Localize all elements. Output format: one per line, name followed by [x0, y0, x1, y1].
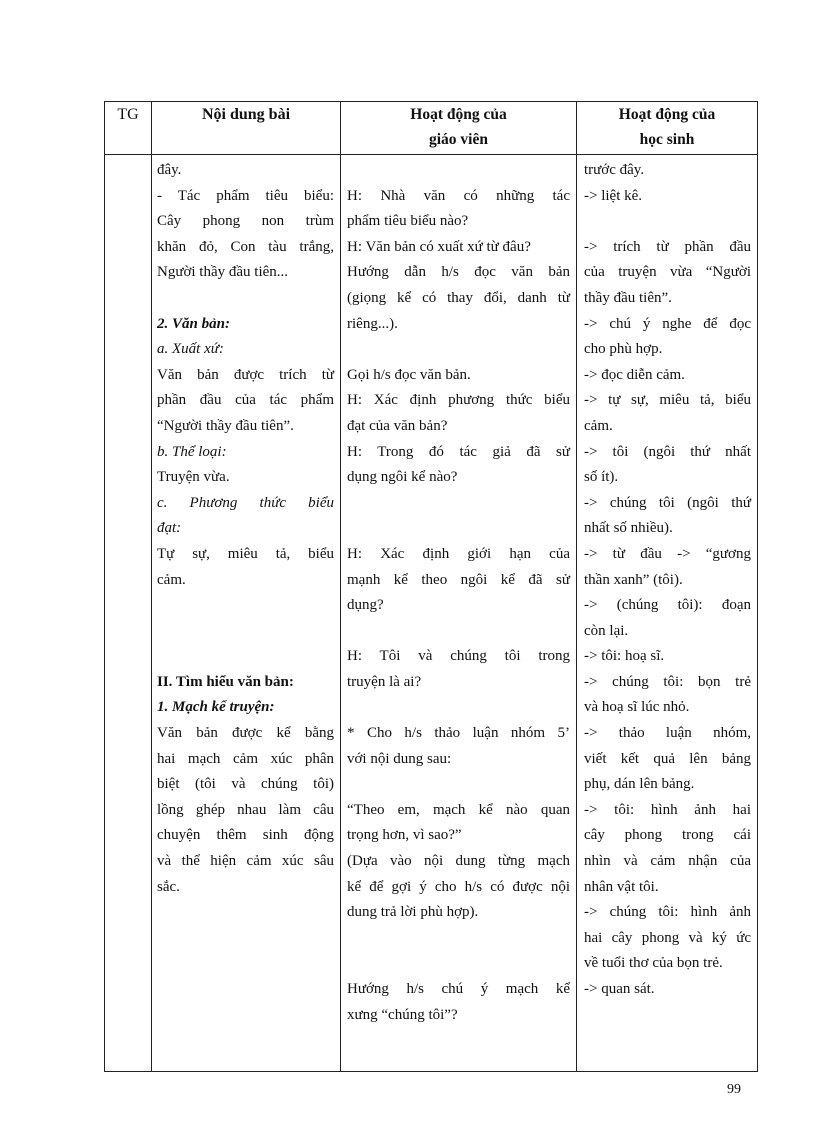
student-line: nhất số nhiều). — [584, 520, 673, 537]
student-activity-cell — [577, 155, 758, 1072]
teacher-line: dung trả lời phù hợp). — [347, 904, 479, 921]
content-line: lồng ghép nhau làm câu — [157, 801, 334, 818]
student-line: -> (chúng tôi): đoạn — [584, 597, 751, 614]
student-line: -> thảo luận nhóm, — [584, 725, 751, 742]
teacher-line — [341, 695, 576, 721]
student-line: -> liệt kê. — [584, 187, 643, 204]
student-line: còn lại. — [584, 622, 629, 639]
header-content: Nội dung bài — [152, 102, 341, 155]
student-line: viết kết quả lên bảng — [584, 750, 751, 767]
page-number: 99 — [727, 1082, 741, 1097]
student-line: -> tôi (ngôi thứ nhất — [584, 443, 751, 460]
content-line: Người thầy đầu tiên... — [157, 264, 289, 281]
student-line: -> quan sát. — [584, 981, 655, 997]
student-line: -> tôi: hình ảnh hai — [584, 801, 751, 818]
teacher-line: truyện là ai? — [347, 673, 422, 690]
student-line: -> từ đầu -> “gương — [584, 545, 751, 562]
table-header-row — [105, 102, 758, 155]
student-line: phụ, dán lên bảng. — [584, 776, 695, 793]
content-line: đây. — [157, 162, 182, 178]
teacher-line — [341, 951, 576, 977]
teacher-line: xưng “chúng tôi”? — [347, 1006, 458, 1023]
student-line: trước đây. — [584, 162, 645, 178]
student-line: -> tự sự, miêu tả, biểu — [584, 392, 751, 409]
teacher-line: H: Văn bản có xuất xứ từ đâu? — [347, 238, 531, 255]
student-line: nhân vật tôi. — [584, 878, 659, 895]
header-student-activity — [577, 102, 758, 155]
table-body-row — [105, 155, 758, 1072]
teacher-line — [341, 158, 576, 184]
student-line: hai cây phong và ký ức — [584, 929, 751, 946]
teacher-line: phẩm tiêu biểu nào? — [347, 213, 469, 230]
teacher-line — [341, 772, 576, 798]
section-heading: 2. Văn bản: — [157, 315, 230, 332]
teacher-line: H: Trong đó tác giả đã sử — [347, 443, 570, 460]
teacher-line: H: Xác định phương thức biểu — [347, 392, 570, 409]
student-line: và hoạ sĩ lúc nhỏ. — [584, 699, 690, 716]
teacher-line: H: Xác định giới hạn của — [347, 545, 570, 562]
student-line: nhìn và cảm nhận của — [584, 853, 751, 870]
content-line: Truyện vừa. — [157, 469, 230, 486]
content-line: Văn bản được trích từ — [157, 366, 334, 383]
teacher-line: Hướng dẫn h/s đọc văn bản — [347, 264, 570, 281]
student-line: số ít). — [584, 469, 619, 486]
teacher-line: Gọi h/s đọc văn bản. — [347, 366, 471, 383]
content-line: khăn đỏ, Con tàu trắng, — [157, 238, 334, 255]
content-line: và thể hiện cảm xúc sâu — [157, 853, 334, 870]
teacher-line — [341, 926, 576, 952]
student-line: -> tôi: hoạ sĩ. — [584, 648, 665, 665]
teacher-line: mạnh kể theo ngôi kể đã sử — [347, 571, 570, 588]
content-line: “Người thầy đầu tiên”. — [157, 417, 294, 434]
teacher-line: dụng ngôi kể nào? — [347, 469, 458, 486]
student-line: -> chú ý nghe để đọc — [584, 315, 751, 332]
student-line: -> đọc diễn cảm. — [584, 366, 685, 383]
lesson-plan-table — [104, 101, 758, 1072]
teacher-line: H: Tôi và chúng tôi trong — [347, 648, 570, 665]
header-teacher-activity — [341, 102, 577, 155]
teacher-line: “Theo em, mạch kể nào quan — [347, 801, 570, 818]
student-line: cây phong trong cái — [584, 827, 751, 844]
header-tg: TG — [105, 102, 152, 155]
student-line: -> chúng tôi (ngôi thứ — [584, 494, 751, 511]
header-student-line2: học sinh — [639, 131, 695, 148]
content-line: phần đầu của tác phẩm — [157, 392, 334, 409]
teacher-line: kể để gợi ý cho h/s có được nội — [347, 878, 570, 895]
student-line: -> trích từ phần đầu — [584, 238, 751, 255]
teacher-line: với nội dung sau: — [347, 750, 452, 767]
student-line: cho phù hợp. — [584, 341, 663, 358]
content-line — [152, 644, 340, 670]
section-heading: 1. Mạch kể truyện: — [157, 699, 275, 716]
content-line: cảm. — [157, 571, 186, 588]
student-line: -> chúng tôi: bọn trẻ — [584, 673, 751, 690]
student-line: thầy đầu tiên”. — [584, 289, 672, 306]
content-line: Văn bản được kể bằng — [157, 725, 334, 742]
student-line: -> chúng tôi: hình ảnh — [584, 904, 751, 921]
student-line: thần xanh” (tôi). — [584, 571, 683, 588]
subsection-heading: b. Thể loại: — [157, 443, 227, 460]
content-line: chuyện thêm sinh động — [157, 827, 334, 844]
content-line — [152, 593, 340, 619]
content-line: Cây phong non trùm — [157, 213, 334, 230]
subsection-heading: a. Xuất xứ: — [157, 341, 224, 358]
student-line: của truyện vừa “Người — [584, 264, 751, 281]
teacher-line: Hướng h/s chú ý mạch kể — [347, 981, 570, 997]
header-teacher-line1: Hoạt động của — [410, 106, 507, 123]
subsection-heading: c. Phương thức biểu — [157, 494, 334, 511]
content-line: sắc. — [157, 878, 180, 895]
header-teacher-line2: giáo viên — [429, 131, 488, 148]
teacher-line: (Dựa vào nội dung từng mạch — [347, 853, 570, 870]
content-line — [152, 286, 340, 312]
tg-cell — [105, 155, 152, 1072]
teacher-line: H: Nhà văn có những tác — [347, 187, 570, 204]
header-student-line1: Hoạt động của — [618, 106, 716, 123]
teacher-line: đạt của văn bản? — [347, 417, 448, 434]
content-line: - Tác phẩm tiêu biểu: — [157, 187, 334, 204]
teacher-line — [341, 516, 576, 542]
subsection-heading: đạt: — [157, 520, 182, 537]
content-line: hai mạch cảm xúc phân — [157, 750, 334, 767]
teacher-activity-cell — [341, 155, 577, 1072]
teacher-line — [341, 337, 576, 363]
teacher-line: riêng...). — [347, 315, 398, 332]
teacher-line: trọng hơn, vì sao?” — [347, 827, 462, 844]
teacher-line: dụng? — [347, 597, 384, 614]
section-heading: II. Tìm hiểu văn bản: — [157, 673, 294, 690]
content-line: biệt (tôi và chúng tôi) — [157, 776, 334, 793]
teacher-line: (giọng kể có thay đổi, danh từ — [347, 289, 570, 306]
content-cell — [152, 155, 341, 1072]
teacher-line: * Cho h/s thảo luận nhóm 5’ — [347, 725, 570, 742]
content-line: Tự sự, miêu tả, biểu — [157, 545, 334, 562]
student-line — [577, 209, 757, 235]
teacher-line — [341, 491, 576, 517]
content-line — [152, 619, 340, 645]
teacher-line — [341, 619, 576, 645]
student-line: cảm. — [584, 417, 613, 434]
student-line: về tuổi thơ của bọn trẻ. — [584, 955, 723, 972]
